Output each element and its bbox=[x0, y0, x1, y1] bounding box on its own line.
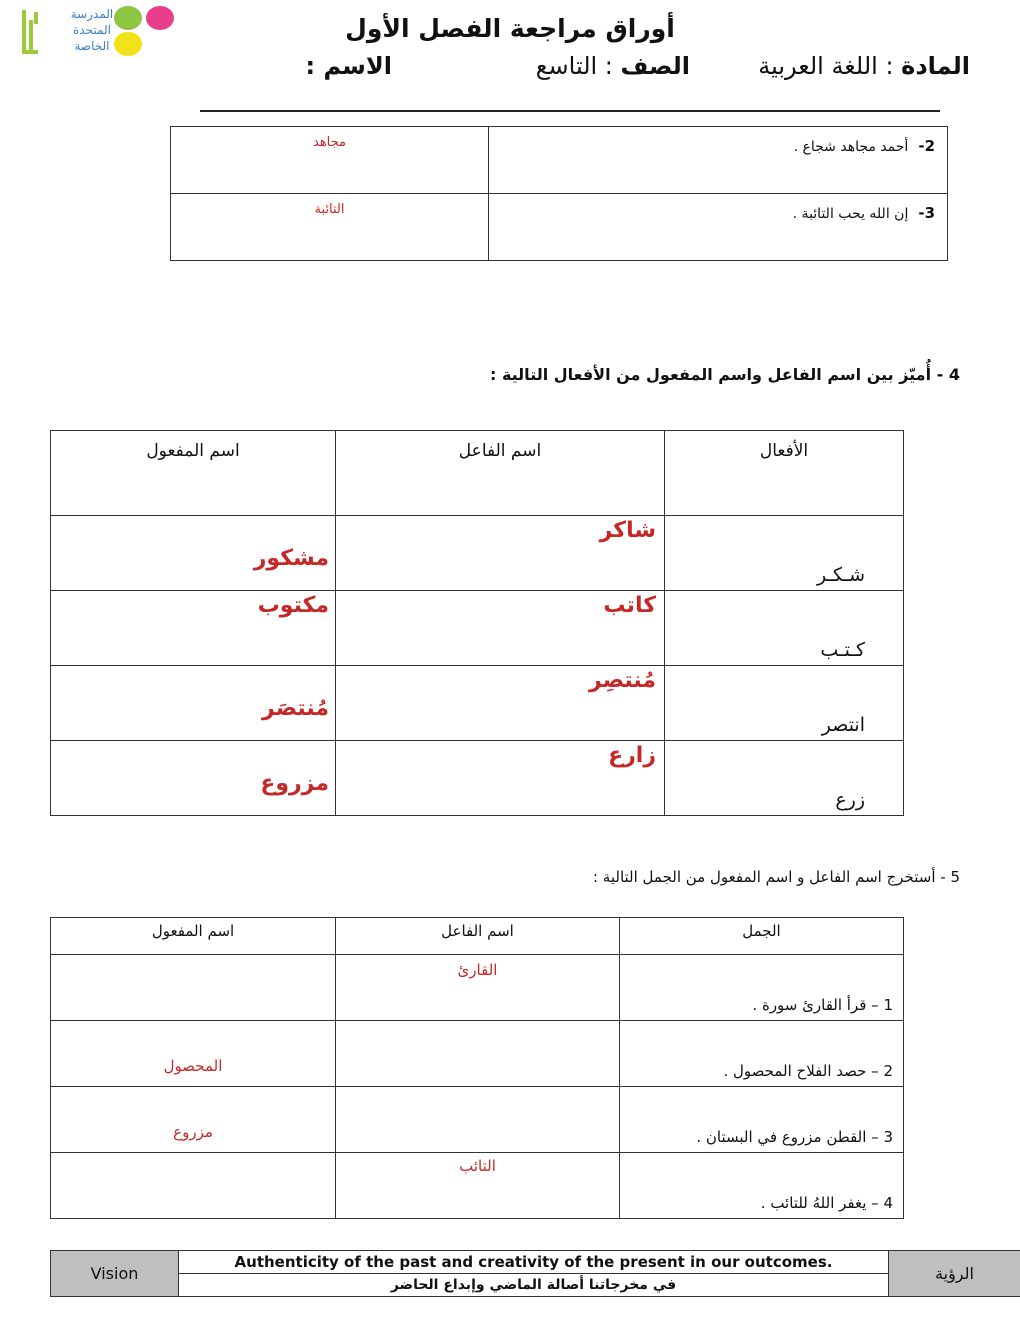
table-row bbox=[51, 516, 904, 591]
question-cell: 2-أحمد مجاهد شجاع . bbox=[489, 127, 948, 194]
logo-dot-pink bbox=[146, 6, 174, 30]
passive-cell: مزروع bbox=[51, 741, 336, 816]
header-passive: اسم المفعول bbox=[51, 918, 336, 955]
sentence-cell: 3 – القطن مزروع في البستان . bbox=[620, 1087, 904, 1153]
header-info bbox=[180, 52, 970, 92]
section-5-title: 5 - أستخرج اسم الفاعل و اسم المفعول من الجمل التالية : bbox=[592, 868, 960, 886]
header-active: اسم الفاعل bbox=[336, 431, 665, 516]
vision-label-arabic: الرؤية bbox=[889, 1251, 1020, 1297]
sentence-cell: 4 – يغفر اللهُ للتائب . bbox=[620, 1153, 904, 1219]
table-row bbox=[51, 1087, 904, 1153]
verb-cell: شـكـر bbox=[665, 516, 904, 591]
table-row bbox=[171, 194, 948, 261]
passive-cell: المحصول bbox=[51, 1021, 336, 1087]
section-4-title: 4 - أُميّز بين اسم الفاعل واسم المفعول من الأفعال التالية : bbox=[489, 365, 960, 384]
table-row bbox=[51, 741, 904, 816]
subject-label: المادة bbox=[901, 52, 970, 80]
vision-english: Authenticity of the past and creativity of the present in our outcomes. bbox=[179, 1251, 889, 1274]
grade-label: الصف bbox=[620, 52, 690, 80]
active-cell bbox=[336, 1087, 620, 1153]
school-name: المدرسة المتحدة الخاصة bbox=[70, 7, 114, 53]
sentence-cell: 2 – حصد الفلاح المحصول . bbox=[620, 1021, 904, 1087]
logo-dot-yellow bbox=[114, 32, 142, 56]
logo-dot-green bbox=[114, 6, 142, 30]
passive-cell bbox=[51, 955, 336, 1021]
verbs-table bbox=[50, 430, 904, 816]
page-title: أوراق مراجعة الفصل الأول bbox=[345, 14, 675, 43]
sentence-cell: 1 – قرأ القارئ سورة . bbox=[620, 955, 904, 1021]
vision-label: Vision bbox=[51, 1251, 179, 1297]
header-verbs: الأفعال bbox=[665, 431, 904, 516]
active-cell: مُنتصِر bbox=[336, 666, 665, 741]
question-table-1 bbox=[170, 126, 948, 261]
passive-cell: مزروع bbox=[51, 1087, 336, 1153]
subject-value: : اللغة العربية bbox=[758, 52, 894, 80]
passive-cell bbox=[51, 1153, 336, 1219]
active-cell: القارئ bbox=[336, 955, 620, 1021]
passive-cell: مُنتصَر bbox=[51, 666, 336, 741]
table-row bbox=[51, 666, 904, 741]
subject-field bbox=[758, 52, 970, 80]
logo-mark bbox=[22, 10, 40, 54]
active-cell: شاكر bbox=[336, 516, 665, 591]
active-cell: التائب bbox=[336, 1153, 620, 1219]
table-row bbox=[51, 591, 904, 666]
table-header-row bbox=[51, 918, 904, 955]
verb-cell: زرع bbox=[665, 741, 904, 816]
grade-value: : التاسع bbox=[535, 52, 613, 80]
table-row bbox=[51, 955, 904, 1021]
question-cell: 3-إن الله يحب التائبة . bbox=[489, 194, 948, 261]
vision-footer bbox=[50, 1250, 1020, 1297]
table-row bbox=[51, 1153, 904, 1219]
grade-field bbox=[536, 52, 690, 80]
table-header-row bbox=[51, 431, 904, 516]
name-label: الاسم : bbox=[305, 52, 392, 80]
vision-arabic: في مخرجاتنا أصالة الماضي وإبداع الحاضر bbox=[179, 1274, 889, 1297]
sentences-table bbox=[50, 917, 904, 1219]
verb-cell: انتصر bbox=[665, 666, 904, 741]
answer-cell: التائبة bbox=[171, 194, 489, 261]
header-passive: اسم المفعول bbox=[51, 431, 336, 516]
answer-cell: مجاهد bbox=[171, 127, 489, 194]
active-cell: كاتب bbox=[336, 591, 665, 666]
passive-cell: مشكور bbox=[51, 516, 336, 591]
active-cell: زارع bbox=[336, 741, 665, 816]
divider bbox=[200, 110, 940, 112]
school-logo bbox=[22, 6, 182, 60]
table-row bbox=[171, 127, 948, 194]
table-row bbox=[51, 1021, 904, 1087]
active-cell bbox=[336, 1021, 620, 1087]
passive-cell: مكتوب bbox=[51, 591, 336, 666]
header-active: اسم الفاعل bbox=[336, 918, 620, 955]
verb-cell: كـتـب bbox=[665, 591, 904, 666]
header-sentences: الجمل bbox=[620, 918, 904, 955]
